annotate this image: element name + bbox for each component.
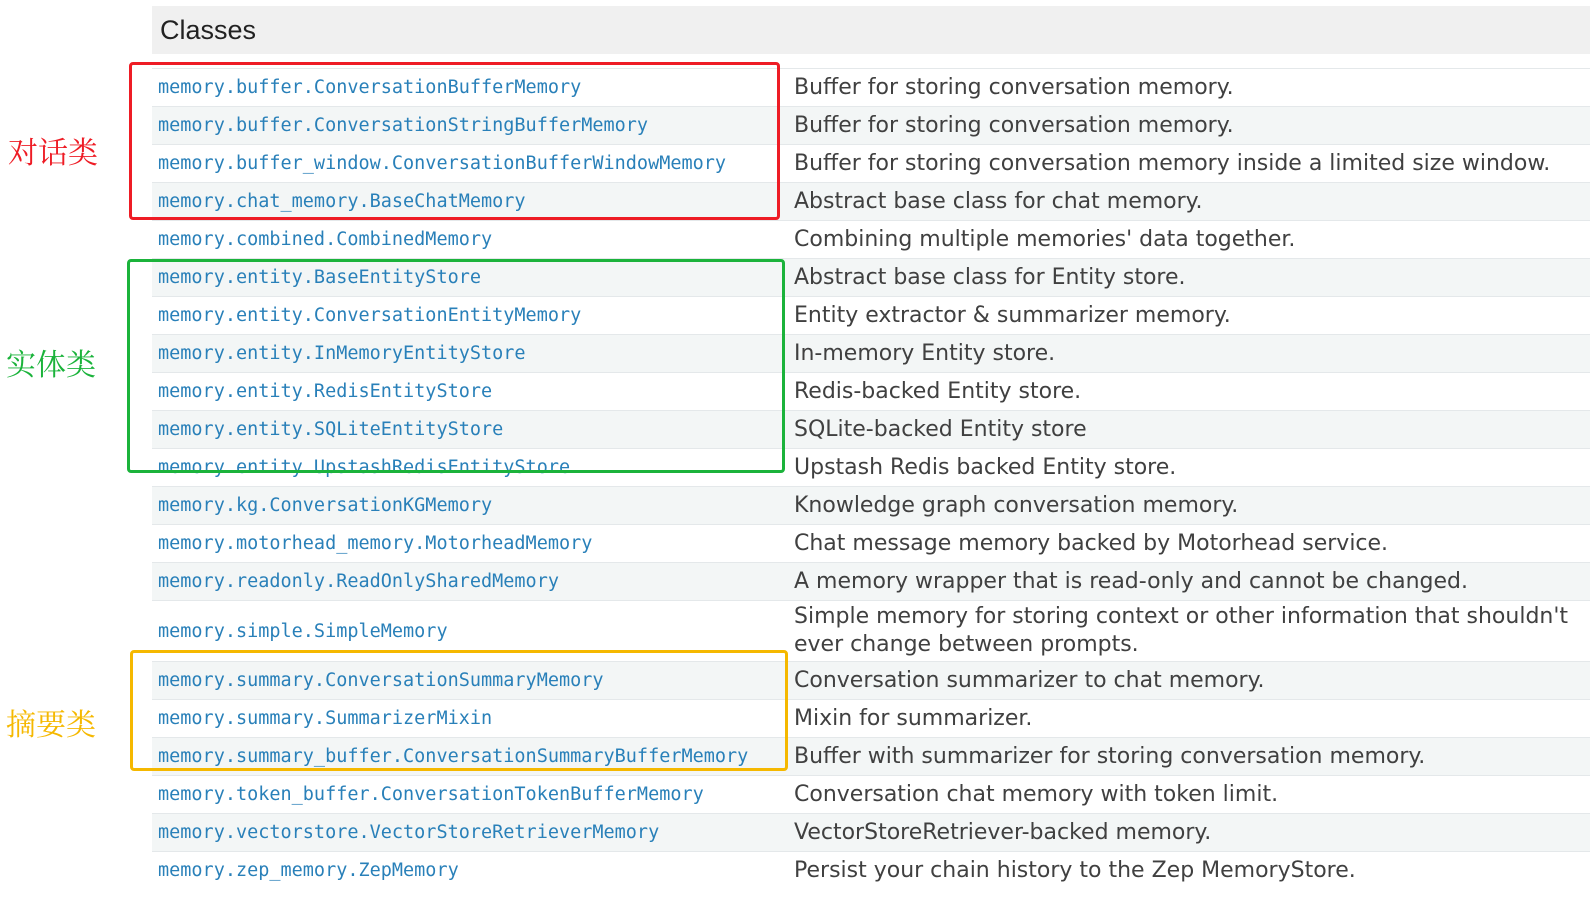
table-row (152, 68, 1590, 106)
summary-group-label: 摘要类 (6, 708, 96, 743)
class-description: Conversation summarizer to chat memory. (794, 667, 1265, 693)
table-row (152, 106, 1590, 144)
class-description: SQLite-backed Entity store (794, 416, 1087, 442)
class-link[interactable]: memory.token_buffer.ConversationTokenBufferMemory (158, 784, 704, 805)
class-description: In-memory Entity store. (794, 340, 1056, 366)
class-link[interactable]: memory.entity.ConversationEntityMemory (158, 305, 582, 326)
table-row (152, 486, 1590, 524)
class-description: Persist your chain history to the Zep MemoryStore. (794, 857, 1356, 883)
table-row (152, 258, 1590, 296)
class-description: VectorStoreRetriever-backed memory. (794, 819, 1212, 845)
table-row (152, 737, 1590, 775)
class-link[interactable]: memory.entity.RedisEntityStore (158, 381, 493, 402)
table-row (152, 372, 1590, 410)
class-link[interactable]: memory.buffer.ConversationBufferMemory (158, 77, 582, 98)
class-description: Conversation chat memory with token limit. (794, 781, 1279, 807)
class-description: Buffer for storing conversation memory. (794, 112, 1234, 138)
table-row (152, 448, 1590, 486)
table-header (152, 6, 1590, 54)
class-description: Buffer with summarizer for storing conversation memory. (794, 743, 1426, 769)
class-description: Entity extractor & summarizer memory. (794, 302, 1231, 328)
class-link[interactable]: memory.entity.UpstashRedisEntityStore (158, 457, 571, 478)
classes-table (152, 6, 1590, 889)
class-link[interactable]: memory.summary_buffer.ConversationSummaryBufferMemory (158, 746, 749, 767)
class-description: Upstash Redis backed Entity store. (794, 454, 1177, 480)
table-row (152, 600, 1590, 661)
class-link[interactable]: memory.combined.CombinedMemory (158, 229, 493, 250)
class-link[interactable]: memory.entity.BaseEntityStore (158, 267, 482, 288)
table-row (152, 851, 1590, 889)
class-link[interactable]: memory.chat_memory.BaseChatMemory (158, 191, 526, 212)
table-row (152, 410, 1590, 448)
class-link[interactable]: memory.entity.SQLiteEntityStore (158, 419, 504, 440)
class-link[interactable]: memory.summary.ConversationSummaryMemory (158, 670, 604, 691)
table-row (152, 220, 1590, 258)
class-description: Chat message memory backed by Motorhead service. (794, 530, 1389, 556)
class-link[interactable]: memory.vectorstore.VectorStoreRetrieverMemory (158, 822, 660, 843)
table-row (152, 524, 1590, 562)
table-row (152, 813, 1590, 851)
class-link[interactable]: memory.zep_memory.ZepMemory (158, 860, 459, 881)
class-description: A memory wrapper that is read-only and cannot be changed. (794, 568, 1468, 594)
class-link[interactable]: memory.entity.InMemoryEntityStore (158, 343, 526, 364)
class-description: Simple memory for storing context or other information that shouldn't ever change between prompts. (794, 604, 1569, 657)
class-description: Redis-backed Entity store. (794, 378, 1082, 404)
class-link[interactable]: memory.motorhead_memory.MotorheadMemory (158, 533, 593, 554)
class-link[interactable]: memory.buffer.ConversationStringBufferMemory (158, 115, 649, 136)
class-link[interactable]: memory.summary.SummarizerMixin (158, 708, 493, 729)
class-description: Buffer for storing conversation memory. (794, 74, 1234, 100)
class-link[interactable]: memory.simple.SimpleMemory (158, 620, 448, 642)
table-row (152, 334, 1590, 372)
table-row (152, 699, 1590, 737)
conversation-group-label: 对话类 (8, 136, 98, 171)
class-description: Abstract base class for Entity store. (794, 264, 1186, 290)
class-link[interactable]: memory.kg.ConversationKGMemory (158, 495, 493, 516)
class-description: Buffer for storing conversation memory inside a limited size window. (794, 150, 1551, 176)
table-row (152, 562, 1590, 600)
class-description: Mixin for summarizer. (794, 705, 1033, 731)
class-description: Knowledge graph conversation memory. (794, 492, 1239, 518)
class-link[interactable]: memory.readonly.ReadOnlySharedMemory (158, 571, 559, 592)
header-spacer (152, 54, 1590, 68)
class-description: Abstract base class for chat memory. (794, 188, 1203, 214)
class-link[interactable]: memory.buffer_window.ConversationBufferWindowMemory (158, 153, 727, 174)
table-row (152, 775, 1590, 813)
class-description: Combining multiple memories' data together. (794, 226, 1296, 252)
table-row (152, 296, 1590, 334)
entity-group-label: 实体类 (6, 348, 96, 383)
table-row (152, 182, 1590, 220)
table-row (152, 661, 1590, 699)
table-title: Classes (160, 14, 257, 45)
table-row (152, 144, 1590, 182)
